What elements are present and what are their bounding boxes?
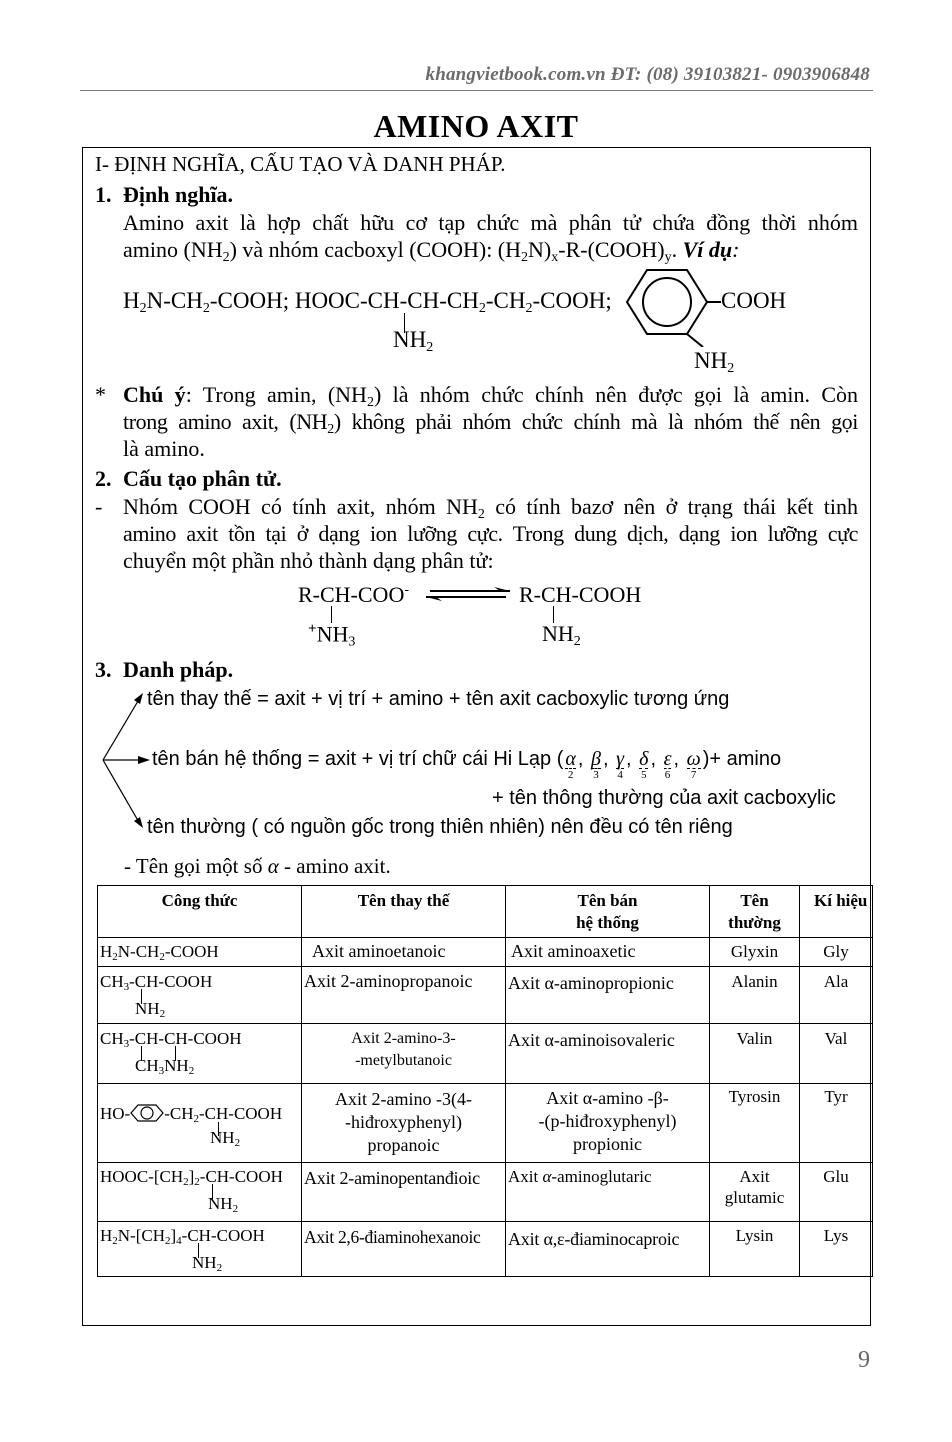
note-bullet: *: [95, 382, 106, 407]
neutral-formula: R-CH-COOH: [519, 582, 642, 607]
greek-letter-symbol: ω: [686, 748, 701, 770]
structure-line-1: Nhóm COOH có tính axit, nhóm $NH_2$ có tính bazơ nên ở trạng thái kết tinh: [123, 494, 858, 522]
nomenclature-common: tên thường ( có nguồn gốc trong thiên nhiên) nên đều có tên riêng: [147, 816, 733, 838]
cell-symbol: Glu: [800, 1163, 873, 1222]
benzene-ring-icon: [625, 262, 735, 347]
table-row: [98, 938, 873, 967]
note-line-2: trong amino axit, $(NH_2)$ không phải nhóm chức chính mà là nhóm thế nên gọi: [123, 409, 858, 437]
benzene-ring-icon: [130, 1103, 164, 1123]
zwitterion-nh3: $^+NH_3$: [308, 621, 356, 650]
cell-substitutive: Axit 2-amino -3(4- -hiđroxyphenyl) propanoic: [302, 1084, 506, 1163]
structure-bullet: -: [95, 494, 103, 519]
column-header-symbol: Kí hiệu: [800, 886, 873, 938]
cell-substitutive: Axit 2-aminopropanoic: [302, 967, 506, 1024]
cell-symbol: Gly: [800, 938, 873, 967]
table-row: [98, 967, 873, 1024]
greek-letter-symbol: β: [591, 748, 601, 770]
cell-semi-systematic: Axit α,ε-điaminocaproic: [506, 1222, 710, 1277]
cell-semi-systematic: Axit α-aminopropionic: [506, 967, 710, 1024]
greek-letter-position: 5: [641, 769, 647, 781]
cell-formula: H2N-CH2-COOH: [98, 938, 302, 967]
cell-semi-systematic: Axit α-aminoisovaleric: [506, 1024, 710, 1084]
page-title: AMINO AXIT: [373, 108, 579, 144]
greek-letter-position: 4: [617, 769, 623, 781]
subsection-heading-definition: Định nghĩa.: [123, 182, 234, 207]
column-header-formula: Công thức: [98, 886, 302, 938]
greek-letter-position: 7: [687, 768, 701, 781]
cell-substitutive: Axit 2,6-điaminohexanoic: [302, 1222, 506, 1277]
bond-line: [218, 1122, 219, 1136]
cell-semi-systematic: Axit α-amino -β- -(p-hiđroxyphenyl) propionic: [506, 1084, 710, 1163]
cell-formula: CH3-CH-CH-COOH CH3NH2: [98, 1024, 302, 1084]
note-line-1: Chú ý: Trong amin, $(NH_2)$ là nhóm chức chính nên được gọi là amin. Còn: [123, 382, 859, 410]
subsection-number: 1.: [95, 182, 112, 207]
table-header-row: [98, 886, 873, 938]
table-row: [98, 1024, 873, 1084]
amino-acid-table: [97, 885, 873, 1277]
cell-common: Lysin: [710, 1222, 800, 1277]
greek-letter: [565, 748, 576, 781]
greek-letter-symbol: δ: [639, 748, 649, 770]
cell-substitutive: Axit 2-amino-3- -metylbutanoic: [302, 1024, 506, 1084]
bond-line: [141, 1046, 142, 1061]
structure-line-2: amino axit tồn tại ở dạng ion lưỡng cực. Trong dung dịch, dạng ion lưỡng cực: [123, 521, 858, 546]
cell-common: Valin: [710, 1024, 800, 1084]
cell-common: Tyrosin: [710, 1084, 800, 1163]
column-header-semi-systematic: Tên bán hệ thống: [506, 886, 710, 938]
cell-semi-systematic: Axit aminoaxetic: [506, 938, 710, 967]
bond-line: [212, 1184, 213, 1199]
greek-letter: [663, 748, 672, 781]
bond-line: [175, 1046, 176, 1061]
greek-letter-symbol: γ: [616, 748, 625, 770]
definition-line-1: Amino axit là hợp chất hữu cơ tạp chức mà phân tử chứa đồng thời nhóm: [123, 210, 858, 235]
bond-line: [141, 989, 142, 1004]
alpha-amino-list-intro: - Tên gọi một số α - amino axit.: [124, 854, 391, 878]
structure-line-3: chuyển một phần nhỏ thành dạng phân tử:: [123, 548, 494, 573]
example-label: Ví dụ: [682, 237, 733, 262]
cell-formula: HO- -CH2-CH-COOH NH2: [98, 1084, 302, 1163]
cell-symbol: Val: [800, 1024, 873, 1084]
nomenclature-semi-continuation: + tên thông thường của axit cacboxylic: [492, 787, 836, 809]
greek-letter-position: 6: [664, 769, 671, 781]
table-row: [98, 1084, 873, 1163]
bond-line: [198, 1243, 199, 1258]
example-formulas: $H_2N-CH_2$-COOH; HOOC-$CH-CH-CH_2-CH_2$-COOH;: [123, 288, 612, 316]
cell-symbol: Ala: [800, 967, 873, 1024]
cell-substitutive: Axit 2-aminopentanđioic: [302, 1163, 506, 1222]
nomenclature-substitutive: tên thay thế = axit + vị trí + amino + tên axit cacboxylic tương ứng: [147, 688, 730, 710]
greek-letter-position: 2: [565, 768, 576, 781]
greek-letter-position: 3: [591, 768, 601, 781]
header-divider: [80, 90, 873, 91]
equilibrium-arrow-icon: [424, 586, 512, 602]
cell-symbol: Tyr: [800, 1084, 873, 1163]
page-number: 9: [858, 1347, 870, 1373]
section-heading: I- ĐỊNH NGHĨA, CẤU TẠO VÀ DANH PHÁP.: [95, 152, 506, 176]
cell-semi-systematic: Axit α-aminoglutaric: [506, 1163, 710, 1222]
branch-arrows-icon: [98, 690, 154, 832]
greek-letter: [616, 748, 625, 781]
example-nh2-label: $NH_2$: [393, 327, 434, 355]
subsection-number: 2.: [95, 466, 112, 491]
subsection-heading-nomenclature: Danh pháp.: [123, 657, 234, 682]
greek-letter: [686, 748, 701, 781]
greek-letter: [591, 748, 601, 781]
column-header-common: Tên thường: [710, 886, 800, 938]
cell-common: Alanin: [710, 967, 800, 1024]
table-row: [98, 1222, 873, 1277]
greek-letter: [639, 748, 649, 781]
neutral-nh2: $NH_2$: [542, 621, 581, 649]
benzene-cooh-label: COOH: [721, 288, 787, 313]
cell-formula: H2N-[CH2]4-CH-COOH NH2: [98, 1222, 302, 1277]
cell-common: Glyxin: [710, 938, 800, 967]
cell-common: Axit glutamic: [710, 1163, 800, 1222]
subsection-heading-structure: Cấu tạo phân tử.: [123, 466, 282, 491]
nomenclature-semi-systematic: tên bán hệ thống = axit + vị trí chữ cái Hi Lạp ( α 2 , β 3 , γ 4 , δ 5 , ε 6 , ω 7 )+ amino: [152, 748, 782, 781]
cell-formula: HOOC-[CH2]2-CH-COOH NH2: [98, 1163, 302, 1222]
zwitterion-formula: R-CH-COO-: [298, 582, 410, 607]
benzene-nh2-label: $NH_2$: [694, 348, 735, 376]
definition-line-2: amino $(NH_2)$ và nhóm cacboxyl (COOH): $(H_2N)_x-R-(COOH)_y$. Ví dụ:: [123, 237, 740, 265]
table-row: [98, 1163, 873, 1222]
note-line-3: là amino.: [123, 436, 205, 461]
cell-substitutive: Axit aminoetanoic: [302, 938, 506, 967]
greek-letter-list: α 2 , β 3 , γ 4 , δ 5 , ε 6 , ω 7: [565, 748, 701, 781]
cell-formula: CH3-CH-COOH NH2: [98, 967, 302, 1024]
page-header-contact: khangvietbook.com.vn ĐT: (08) 39103821- 0903906848: [425, 64, 870, 85]
greek-letter-symbol: α: [565, 748, 576, 770]
subsection-number: 3.: [95, 657, 112, 682]
greek-letter-symbol: ε: [663, 748, 672, 770]
column-header-substitutive: Tên thay thế: [302, 886, 506, 938]
cell-symbol: Lys: [800, 1222, 873, 1277]
